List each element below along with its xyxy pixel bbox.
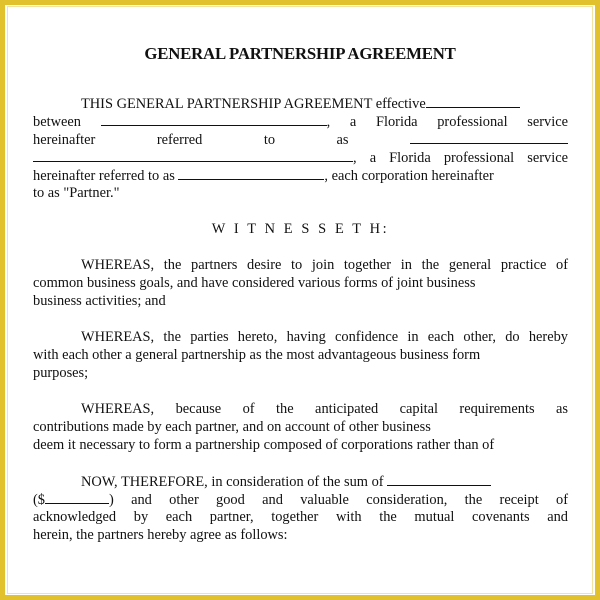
- party-1-alias-blank[interactable]: [410, 130, 568, 144]
- now-therefore-line-3: acknowledged by each partner, together with the mutual covenants and: [33, 509, 568, 525]
- sum-amount-blank[interactable]: [387, 472, 491, 486]
- whereas-2-line-1: WHEREAS, the parties hereto, having confidence in each other, do hereby: [81, 329, 568, 345]
- whereas-1-line-3: business activities; and: [33, 293, 166, 309]
- intro-line-4: , a Florida professional service: [33, 148, 568, 166]
- whereas-1-line-2: common business goals, and have considered various forms of joint business: [33, 275, 476, 291]
- intro-line-2: between , a Florida professional service: [33, 114, 568, 130]
- intro-line-6: to as "Partner.": [33, 185, 120, 201]
- intro-line-1: [33, 94, 568, 112]
- whereas-3-line-1: WHEREAS, because of the anticipated capital requirements as: [81, 401, 568, 417]
- whereas-2-line-2: with each other a general partnership as the most advantageous business form: [33, 347, 481, 363]
- dollar-amount-blank[interactable]: [45, 490, 109, 504]
- intro-text: THIS GENERAL PARTNERSHIP AGREEMENT effective: [81, 96, 426, 112]
- party-2-alias-blank[interactable]: [178, 166, 324, 180]
- document-title: GENERAL PARTNERSHIP AGREEMENT: [144, 44, 456, 63]
- whereas-2-line-3: purposes;: [33, 365, 89, 381]
- whereas-3-line-2: contributions made by each partner, and on account of other business: [33, 419, 431, 435]
- now-therefore-line-4: herein, the partners hereby agree as follows:: [33, 527, 288, 543]
- intro-line-5: hereinafter referred to as , each corporation hereinafter: [33, 168, 494, 184]
- whereas-3-line-3: deem it necessary to form a partnership composed of corporations rather than of: [33, 437, 495, 453]
- whereas-1-line-1: WHEREAS, the partners desire to join together in the general practice of: [81, 257, 568, 273]
- intro-line-3: hereinafter referred to as: [33, 130, 568, 148]
- party-1-blank[interactable]: [101, 112, 327, 126]
- witnesseth-heading: W I T N E S S E T H:: [211, 221, 390, 237]
- party-2-blank[interactable]: [33, 148, 353, 162]
- now-therefore-line-1: NOW, THEREFORE, in consideration of the sum of: [33, 472, 568, 490]
- effective-date-blank[interactable]: [426, 94, 520, 108]
- now-therefore-line-2: ($ ) and other good and valuable consideration, the receipt of: [33, 492, 568, 508]
